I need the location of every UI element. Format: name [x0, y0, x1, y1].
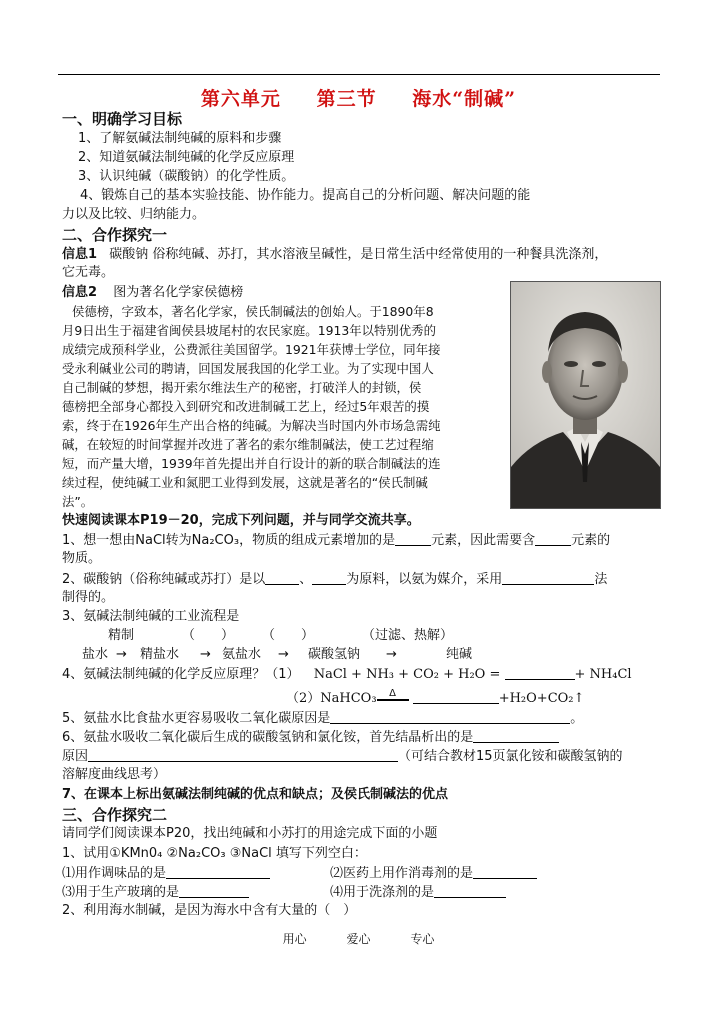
answer-blank[interactable]: [88, 747, 398, 762]
info1-text: 它无毒。: [62, 265, 115, 280]
usage-item: ⑴用作调味品的是: [62, 866, 167, 881]
answer-blank[interactable]: [166, 864, 270, 879]
usage-item: ⑶用于生产玻璃的是: [62, 885, 180, 900]
answer-blank[interactable]: [413, 689, 499, 704]
flow-step: 纯碱: [446, 647, 473, 662]
answer-blank[interactable]: [505, 665, 575, 680]
header-rule: [58, 74, 660, 75]
question-6-text: 原因: [62, 749, 89, 764]
flow-step: 盐水: [82, 647, 109, 662]
answer-blank[interactable]: [395, 531, 431, 546]
answer-blank[interactable]: [330, 709, 570, 724]
answer-blank[interactable]: [502, 570, 594, 585]
explore2-heading: 三、合作探究二: [62, 806, 168, 824]
portrait-illustration: [511, 282, 660, 508]
equation-2-tail: +H₂O+CO₂↑: [498, 691, 585, 706]
flow-arrow: →: [386, 647, 397, 662]
bio-line: 短，而产量大增，1939年首先提出并自行设计的新的联合制碱法的连: [62, 456, 441, 471]
bio-line: 德榜把全部身心都投入到研究和改进制碱工艺上，经过5年艰苦的摸: [62, 399, 430, 414]
question-3-text: 3、氨碱法制纯碱的工业流程是: [62, 609, 240, 624]
question-2-text: 法: [594, 572, 608, 587]
info1-label: 信息1: [62, 247, 98, 262]
title-section: 第三节: [316, 88, 377, 110]
usage-item: ⑵医药上用作消毒剂的是: [330, 866, 474, 881]
flow-step: 氨盐水: [222, 647, 262, 662]
info1-text: 碳酸钠 俗称纯碱、苏打，其水溶液呈碱性，是日常生活中经常使用的一种餐具洗涤剂，: [109, 247, 608, 262]
page-footer: [0, 930, 717, 947]
answer-blank[interactable]: [473, 728, 559, 743]
explore2-intro: 请同学们阅读课本P20，找出纯碱和小苏打的用途完成下面的小题: [62, 826, 438, 841]
question-2-text: 、: [299, 572, 313, 587]
heat-symbol: Δ: [377, 689, 409, 701]
objective-item: 力以及比较、归纳能力。: [62, 207, 206, 222]
answer-blank[interactable]: [535, 531, 571, 546]
bio-line: 索，终于在1926年生产出合格的纯碱。为解决当时国内外市场急需纯: [62, 418, 441, 433]
objective-item: 3、认识纯碱（碳酸钠）的化学性质。: [78, 169, 295, 184]
flow-arrow: →: [200, 647, 211, 662]
question-1-text: 1、想一想由NaCl转为Na₂CO₃，物质的组成元素增加的是: [62, 533, 396, 548]
flow-label: （ ）: [262, 628, 315, 643]
question-5-text: 。: [570, 711, 584, 726]
question-1-text: 元素的: [571, 533, 611, 548]
footer-word: 爱心: [346, 932, 371, 946]
explore2-question-2: 2、利用海水制碱，是因为海水中含有大量的（ ）: [62, 903, 357, 918]
objectives-heading: 一、明确学习目标: [62, 110, 183, 128]
usage-item: ⑷用于洗涤剂的是: [330, 885, 435, 900]
objective-item: 4、锻炼自己的基本实验技能、协作能力。提高自己的分析问题、解决问题的能: [80, 188, 531, 203]
flow-label: 精制: [108, 628, 135, 643]
question-6-note: （可结合教材15页氯化铵和碳酸氢钠的: [398, 749, 623, 764]
explore1-heading: 二、合作探究一: [62, 226, 168, 244]
title-topic: 海水“制碱”: [412, 88, 517, 110]
bio-line: 自己制碱的梦想，揭开索尔维法生产的秘密，打破洋人的封锁，侯: [62, 380, 422, 395]
portrait-photo: [510, 281, 661, 509]
quick-read-instruction: 快速阅读课本P19－20，完成下列问题，并与同学交流共享。: [62, 513, 420, 528]
objective-item: 1、了解氨碱法制纯碱的原料和步骤: [78, 131, 282, 146]
equation-1: NaCl + NH₃ + CO₂ + H₂O =: [313, 667, 501, 682]
info2-label: 信息2: [62, 285, 98, 300]
explore2-question-1: 1、试用①KMn0₄ ②Na₂CO₃ ③NaCl 填写下列空白：: [62, 846, 367, 861]
question-7-text: 7、在课本上标出氨碱法制纯碱的优点和缺点；及侯氏制碱法的优点: [62, 787, 449, 802]
answer-blank[interactable]: [265, 570, 299, 585]
bio-line: 侯德榜，字致本，著名化学家，侯氏制碱法的创始人。于1890年8: [72, 304, 434, 319]
title-unit: 第六单元: [200, 88, 281, 110]
answer-blank[interactable]: [179, 883, 249, 898]
bio-line: 受永利碱业公司的聘请，回国发展我国的化学工业。为了实现中国人: [62, 361, 434, 376]
flow-arrow: →: [278, 647, 289, 662]
question-2-text: 2、碳酸钠（俗称纯碱或苏打）是以: [62, 572, 266, 587]
bio-line: 碱，在较短的时间掌握并改进了著名的索尔维制碱法，使工艺过程缩: [62, 437, 434, 452]
bio-line: 成绩完成预科学业，公费派往美国留学。1921年获博士学位，同年接: [62, 342, 441, 357]
answer-blank[interactable]: [434, 883, 506, 898]
answer-blank[interactable]: [473, 864, 537, 879]
question-6-text: 6、氨盐水吸收二氧化碳后生成的碳酸氢钠和氯化铵，首先结晶析出的是: [62, 730, 474, 745]
equation-2: （2）NaHCO₃: [286, 691, 377, 706]
question-5-text: 5、氨盐水比食盐水更容易吸收二氧化碳原因是: [62, 711, 331, 726]
footer-word: 用心: [282, 932, 307, 946]
flow-step: 精盐水: [140, 647, 180, 662]
page-title: [0, 84, 717, 111]
bio-line: 续过程，使纯碱工业和氮肥工业得到发展，这就是著名的“侯氏制碱: [62, 475, 428, 490]
answer-blank[interactable]: [312, 570, 346, 585]
question-1-text: 物质。: [62, 551, 102, 566]
question-4-text: 4、氨碱法制纯碱的化学反应原理？（1）: [62, 667, 300, 682]
question-6-note: 溶解度曲线思考）: [62, 767, 167, 782]
equation-1-tail: + NH₄Cl: [574, 667, 632, 682]
flow-label: （ ）: [182, 628, 235, 643]
footer-word: 专心: [410, 932, 435, 946]
objective-item: 2、知道氨碱法制纯碱的化学反应原理: [78, 150, 295, 165]
bio-line: 月9日出生于福建省闽侯县坡尾村的农民家庭。1913年以特别优秀的: [62, 323, 436, 338]
flow-step: 碳酸氢钠: [308, 647, 361, 662]
flow-arrow: →: [116, 647, 127, 662]
question-2-text: 为原料，以氨为媒介，采用: [346, 572, 503, 587]
question-2-text: 制得的。: [62, 590, 115, 605]
bio-line: 法”。: [62, 494, 94, 509]
question-1-text: 元素，因此需要含: [431, 533, 536, 548]
info2-caption: 图为著名化学家侯德榜: [113, 285, 244, 300]
flow-label: （过滤、热解）: [362, 628, 454, 643]
